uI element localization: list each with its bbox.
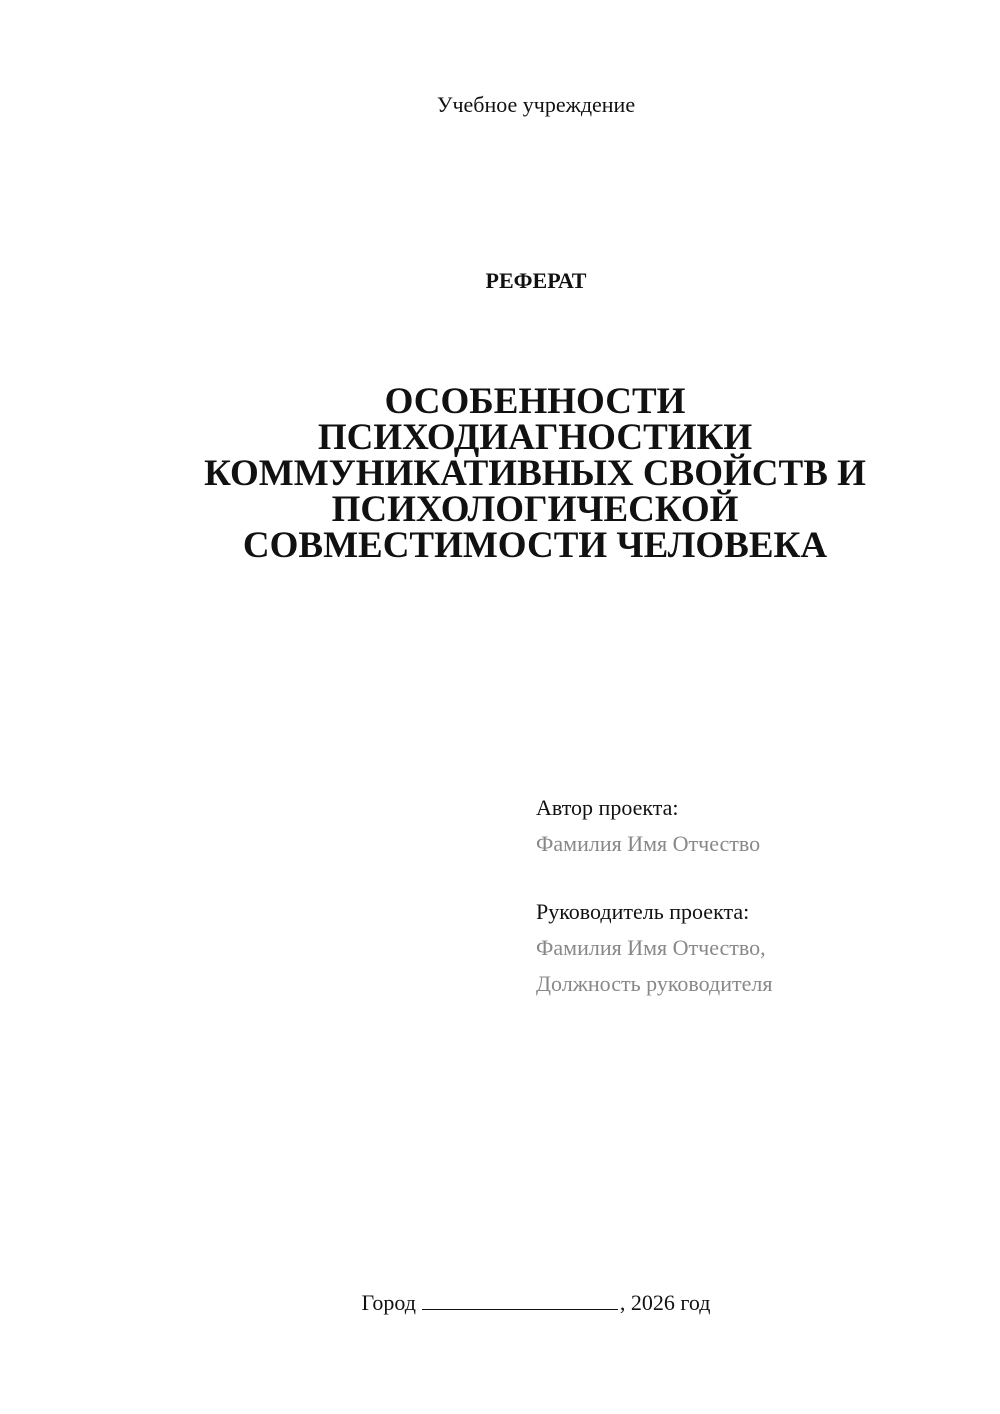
supervisor-label: Руководитель проекта: [536, 899, 750, 924]
document-title [180, 381, 890, 566]
title-line: ПСИХОДИАГНОСТИКИ [317, 417, 753, 458]
city-label: Город [361, 1290, 416, 1315]
title-line: КОММУНИКАТИВНЫХ СВОЙСТВ И [204, 453, 866, 494]
author-name-placeholder: Фамилия Имя Отчество [536, 831, 761, 856]
document-type: РЕФЕРАТ [485, 268, 587, 293]
author-label: Автор проекта: [536, 795, 679, 820]
supervisor-position-placeholder: Должность руководителя [536, 971, 773, 996]
credits-block [536, 790, 956, 1002]
title-line: ПСИХОЛОГИЧЕСКОЙ [331, 489, 739, 530]
city-year-line [36, 1290, 1000, 1316]
title-line: СОВМЕСТИМОСТИ ЧЕЛОВЕКА [242, 525, 828, 566]
spacer [536, 862, 956, 894]
year-text: , 2026 год [619, 1290, 711, 1315]
city-blank-line [422, 1291, 618, 1310]
institution-name: Учебное учреждение [436, 92, 636, 117]
supervisor-name-placeholder: Фамилия Имя Отчество, [536, 935, 766, 960]
title-line: ОСОБЕННОСТИ [384, 381, 686, 422]
